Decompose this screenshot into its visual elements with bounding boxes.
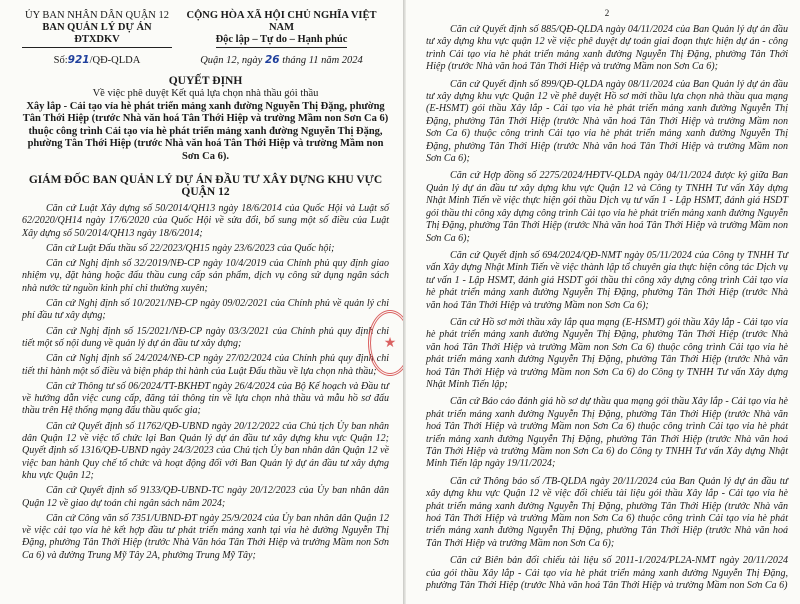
document-number: Số:921/QĐ-QLDA <box>53 54 141 66</box>
legal-basis-paragraph: Căn cứ Luật Xây dựng số 50/2014/QH13 ngày 18/6/2014 của Quốc Hội và Luật số 62/2020/QH14 ngày 17/6/2020 của Quốc Hội về sửa đổi, bổ sung một số điều của Luật Xây dựng số 50/2014/QH13 ngày 18/6/2014; <box>22 203 389 239</box>
legal-basis-paragraph: Căn cứ Nghị định số 10/2021/NĐ-CP ngày 09/02/2021 của Chính phủ về quản lý chi phí đầu tư xây dựng; <box>22 298 389 322</box>
decision-subject-line-1: Về việc phê duyệt Kết quả lựa chọn nhà thầu gói thầu <box>92 88 319 99</box>
decision-subject <box>22 88 389 163</box>
issuing-authority: GIÁM ĐỐC BAN QUẢN LÝ DỰ ÁN ĐẦU TƯ XÂY DỰNG KHU VỰC QUẬN 12 <box>28 174 383 198</box>
legal-basis-paragraph: Căn cứ Hồ sơ mời thầu xây lắp qua mạng (E-HSMT) gói thầu Xây lắp - Cải tạo vỉa hè phát triển mảng xanh đường Nguyễn Thị Đặng, phường Tân Thới Hiệp (trước Nhà văn hoá Tân Thới Hiệp và trường Mầm non Sơn Ca 6) thuộc công trình Cải tạo vỉa hè phát triển mảng xanh đường Nguyễn Thị Đặng, phường Tân Thới Hiệp (trước Nhà văn hoá Tân Thới Hiệp và trường Mầm non Sơn Ca 6) do Công ty TNHH Tư vấn Xây dựng Nhật Minh Tiến lập; <box>426 316 788 390</box>
agency-line-2: BAN QUẢN LÝ DỰ ÁN ĐTXDKV <box>22 22 172 48</box>
legal-basis-paragraph: Căn cứ Báo cáo đánh giá hồ sơ dự thầu qua mạng gói thầu Xây lắp - Cải tạo vỉa hè phát triển mảng xanh đường Nguyễn Thị Đặng, phường Tân Thới Hiệp (trước Nhà văn hoá Tân Thới Hiệp và trường Mầm non Sơn Ca 6) thuộc công trình Cải tạo vỉa hè phát triển mảng xanh đường Nguyễn Thị Đặng, phường Tân Thới Hiệp (trước Nhà văn hoá Tân Thới Hiệp và trường Mầm non Sơn Ca 6) do Công ty TNHH Tư vấn Xây dựng Nhật Minh Tiến lập ngày 19/11/2024; <box>426 396 788 470</box>
legal-basis-paragraph: Căn cứ Luật Đấu thầu số 22/2023/QH15 ngày 23/6/2023 của Quốc hội; <box>46 242 335 254</box>
document-header <box>22 10 389 48</box>
legal-basis-paragraph: Căn cứ Công văn số 7351/UBND-ĐT ngày 25/9/2024 của Ủy ban nhân dân Quận 12 về việc cải tạo vỉa hè kết hợp đầu tư phát triển mảng xanh tại vỉa hè đường Nguyễn Thị Đặng, phường Tân Thới Hiệp (trước Nhà Văn hóa Tân Thới Hiệp và trường Mầm non Sơn Ca 6) và đường Trung Mỹ Tây 2A, phường Trung Mỹ Tây; <box>22 512 389 561</box>
legal-basis-paragraph: Căn cứ Thông báo số /TB-QLDA ngày 20/11/2024 của Ban Quản lý dự án đầu tư xây dựng khu vực Quận 12 về việc đối chiếu tài liệu gói thầu Xây lắp - Cải tạo vỉa hè phát triển mảng xanh đường Nguyễn Thị Đặng, phường Tân Thới Hiệp (trước Nhà văn hoá Tân Thới Hiệp và trường Mầm non Sơn Ca 6) thuộc công trình Cải tạo vỉa hè phát triển mảng xanh đường Nguyễn Thị Đặng, phường Tân Thới Hiệp (trước Nhà văn hoá Tân Thới Hiệp và trường Mầm non Sơn Ca 6); <box>426 475 788 549</box>
document-number-line <box>22 54 389 66</box>
agency-line-1: ỦY BAN NHÂN DÂN QUẬN 12 <box>25 10 169 21</box>
legal-basis-paragraph: Căn cứ Thông tư số 06/2024/TT-BKHĐT ngày 26/4/2024 của Bộ Kế hoạch và Đầu tư về hướng dẫn việc cung cấp, đăng tải thông tin về lựa chọn nhà thầu và mẫu hồ sơ đấu thầu trên Hệ thống mạng đấu thầu quốc gia; <box>22 380 389 417</box>
handwritten-day: 26 <box>264 54 280 66</box>
document-page-2 <box>406 0 800 604</box>
legal-basis-paragraph: Căn cứ Quyết định số 11762/QĐ-UBND ngày 20/12/2022 của Chủ tịch Ủy ban nhân dân Quận 12 về việc tổ chức lại Ban Quản lý dự án đầu tư xây dựng khu vực Quận 12; Quyết định số 1316/QĐ-UBND ngày 24/3/2023 của Chủ tịch Ủy ban nhân dân Quận 12 về việc ban hành Quy chế tổ chức và hoạt động đối với Ban Quản lý dự án đầu tư xây dựng khu vực Quận 12; <box>22 420 389 481</box>
legal-basis-paragraph: Căn cứ Nghị định số 15/2021/NĐ-CP ngày 03/3/2021 của Chính phủ quy định chi tiết một số nội dung về quản lý dự án đầu tư xây dựng; <box>22 325 389 349</box>
decision-subject-rest: Xây lắp - Cải tạo vỉa hè phát triển mảng xanh đường Nguyễn Thị Đặng, phường Tân Thới Hiệp (trước Nhà văn hoá Tân Thới Hiệp và trường Mầm non Sơn Ca 6) thuộc công trình Cải tạo vỉa hè phát triển mảng xanh đường Nguyễn Thị Đặng, phường Tân Thới Hiệp (trước Nhà văn hoá Tân Thới Hiệp và trường Mầm non Sơn Ca 6). <box>22 100 389 162</box>
legal-basis-paragraph: Căn cứ Quyết định số 885/QĐ-QLDA ngày 04/11/2024 của Ban Quản lý dự án đầu tư xây dựng khu vực quận 12 về việc phê duyệt dự toán giai đoạn thực hiện dự án - công trình Cải tạo vỉa hè phát triển mảng xanh đường Nguyễn Thị Đặng, phường Tân Thới Hiệp (trước Nhà văn hoá Tân Thới Hiệp và trường Mầm non Sơn Ca 6); <box>426 24 788 73</box>
country-name: CỘNG HÒA XÃ HỘI CHỦ NGHĨA VIỆT NAM <box>186 10 377 33</box>
national-motto: Độc lập – Tự do – Hạnh phúc <box>216 34 348 48</box>
seal-stamp-icon: ★ <box>368 310 403 376</box>
national-title <box>174 10 389 48</box>
legal-basis-paragraph: Căn cứ Nghị định số 32/2019/NĐ-CP ngày 10/4/2019 của Chính phủ quy định giao nhiệm vụ, đặt hàng hoặc đấu thầu cung cấp sản phẩm, dịch vụ công sử dụng ngân sách nhà nước từ nguồn kinh phí chi thường xuyên; <box>22 258 389 294</box>
legal-basis-paragraph: Căn cứ Quyết định số 899/QĐ-QLDA ngày 08/11/2024 của Ban Quản lý dự án đầu tư xây dựng khu vực Quận 12 về phê duyệt Hồ sơ mời thầu lựa chọn nhà thầu qua mạng (E-HSMT) gói thầu Xây lắp - Cải tạo vỉa hè phát triển mảng xanh đường Nguyễn Thị Đặng, phường Tân Thới Hiệp (trước Nhà văn hoá Tân Thới Hiệp và trường Mầm non Sơn Ca 6) thuộc công trình Cải tạo vỉa hè phát triển mảng xanh đường Nguyễn Thị Đặng, phường Tân Thới Hiệp (trước Nhà văn hoá Tân Thới Hiệp và trường Mầm non Sơn Ca 6); <box>426 78 788 165</box>
legal-basis-paragraph: Căn cứ Hợp đồng số 2275/2024/HĐTV-QLDA ngày 04/11/2024 được ký giữa Ban Quản lý dự án đầu tư xây dựng khu vực Quận 12 và Công ty TNHH Tư vấn Xây dựng Nhật Minh Tiến về việc thực hiện gói thầu Dịch vụ tư vấn 1 - Lập HSMT, đánh giá HSDT gói thầu thi công xây dựng công trình Cải tạo vỉa hè phát triển mảng xanh đường Nguyễn Thị Đặng, phường Tân Thới Hiệp (trước Nhà văn hoá Tân Thới Hiệp và trường Mầm non Sơn Ca 6); <box>426 170 788 244</box>
issuing-agency <box>22 10 172 48</box>
decision-title: QUYẾT ĐỊNH <box>168 75 243 87</box>
legal-basis-paragraph: Căn cứ Quyết định số 9133/QĐ-UBND-TC ngày 20/12/2023 của Ủy ban nhân dân Quận 12 về giao dự toán chi ngân sách năm 2024; <box>22 485 389 509</box>
legal-basis-paragraph: Căn cứ Nghị định số 24/2024/NĐ-CP ngày 27/02/2024 của Chính phủ quy định chi tiết thi hành một số điều và biện pháp thi hành của Luật Đấu thầu về lựa chọn nhà thầu; <box>22 353 389 377</box>
document-date: Quận 12, ngày 26 tháng 11 năm 2024 <box>200 54 363 66</box>
page-number: 2 <box>604 8 610 18</box>
handwritten-number: 921 <box>67 54 90 66</box>
legal-basis-paragraph: Căn cứ Biên bản đối chiếu tài liệu số 2011-1/2024/PL2A-NMT ngày 20/11/2024 của gói thầu Xây lắp - Cải tạo vỉa hè phát triển mảng xanh đường Nguyễn Thị Đặng, phường Tân Thới Hiệp (trước Nhà văn hoá Tân Thới Hiệp và trường Mầm non Sơn Ca 6) <box>426 555 788 592</box>
legal-basis-paragraph: Căn cứ Quyết định số 694/2024/QĐ-NMT ngày 05/11/2024 của Công ty TNHH Tư vấn Xây dựng Nhật Minh Tiến về việc thành lập tổ chuyên gia thực hiện công tác Dịch vụ tư vấn 1 - Lập HSMT, đánh giá HSDT gói thầu thi công xây dựng công trình Cải tạo vỉa hè phát triển mảng xanh đường Nguyễn Thị Đặng, phường Tân Thới Hiệp (trước Nhà văn hoá Tân Thới Hiệp và trường Mầm non Sơn Ca 6); <box>426 249 788 311</box>
